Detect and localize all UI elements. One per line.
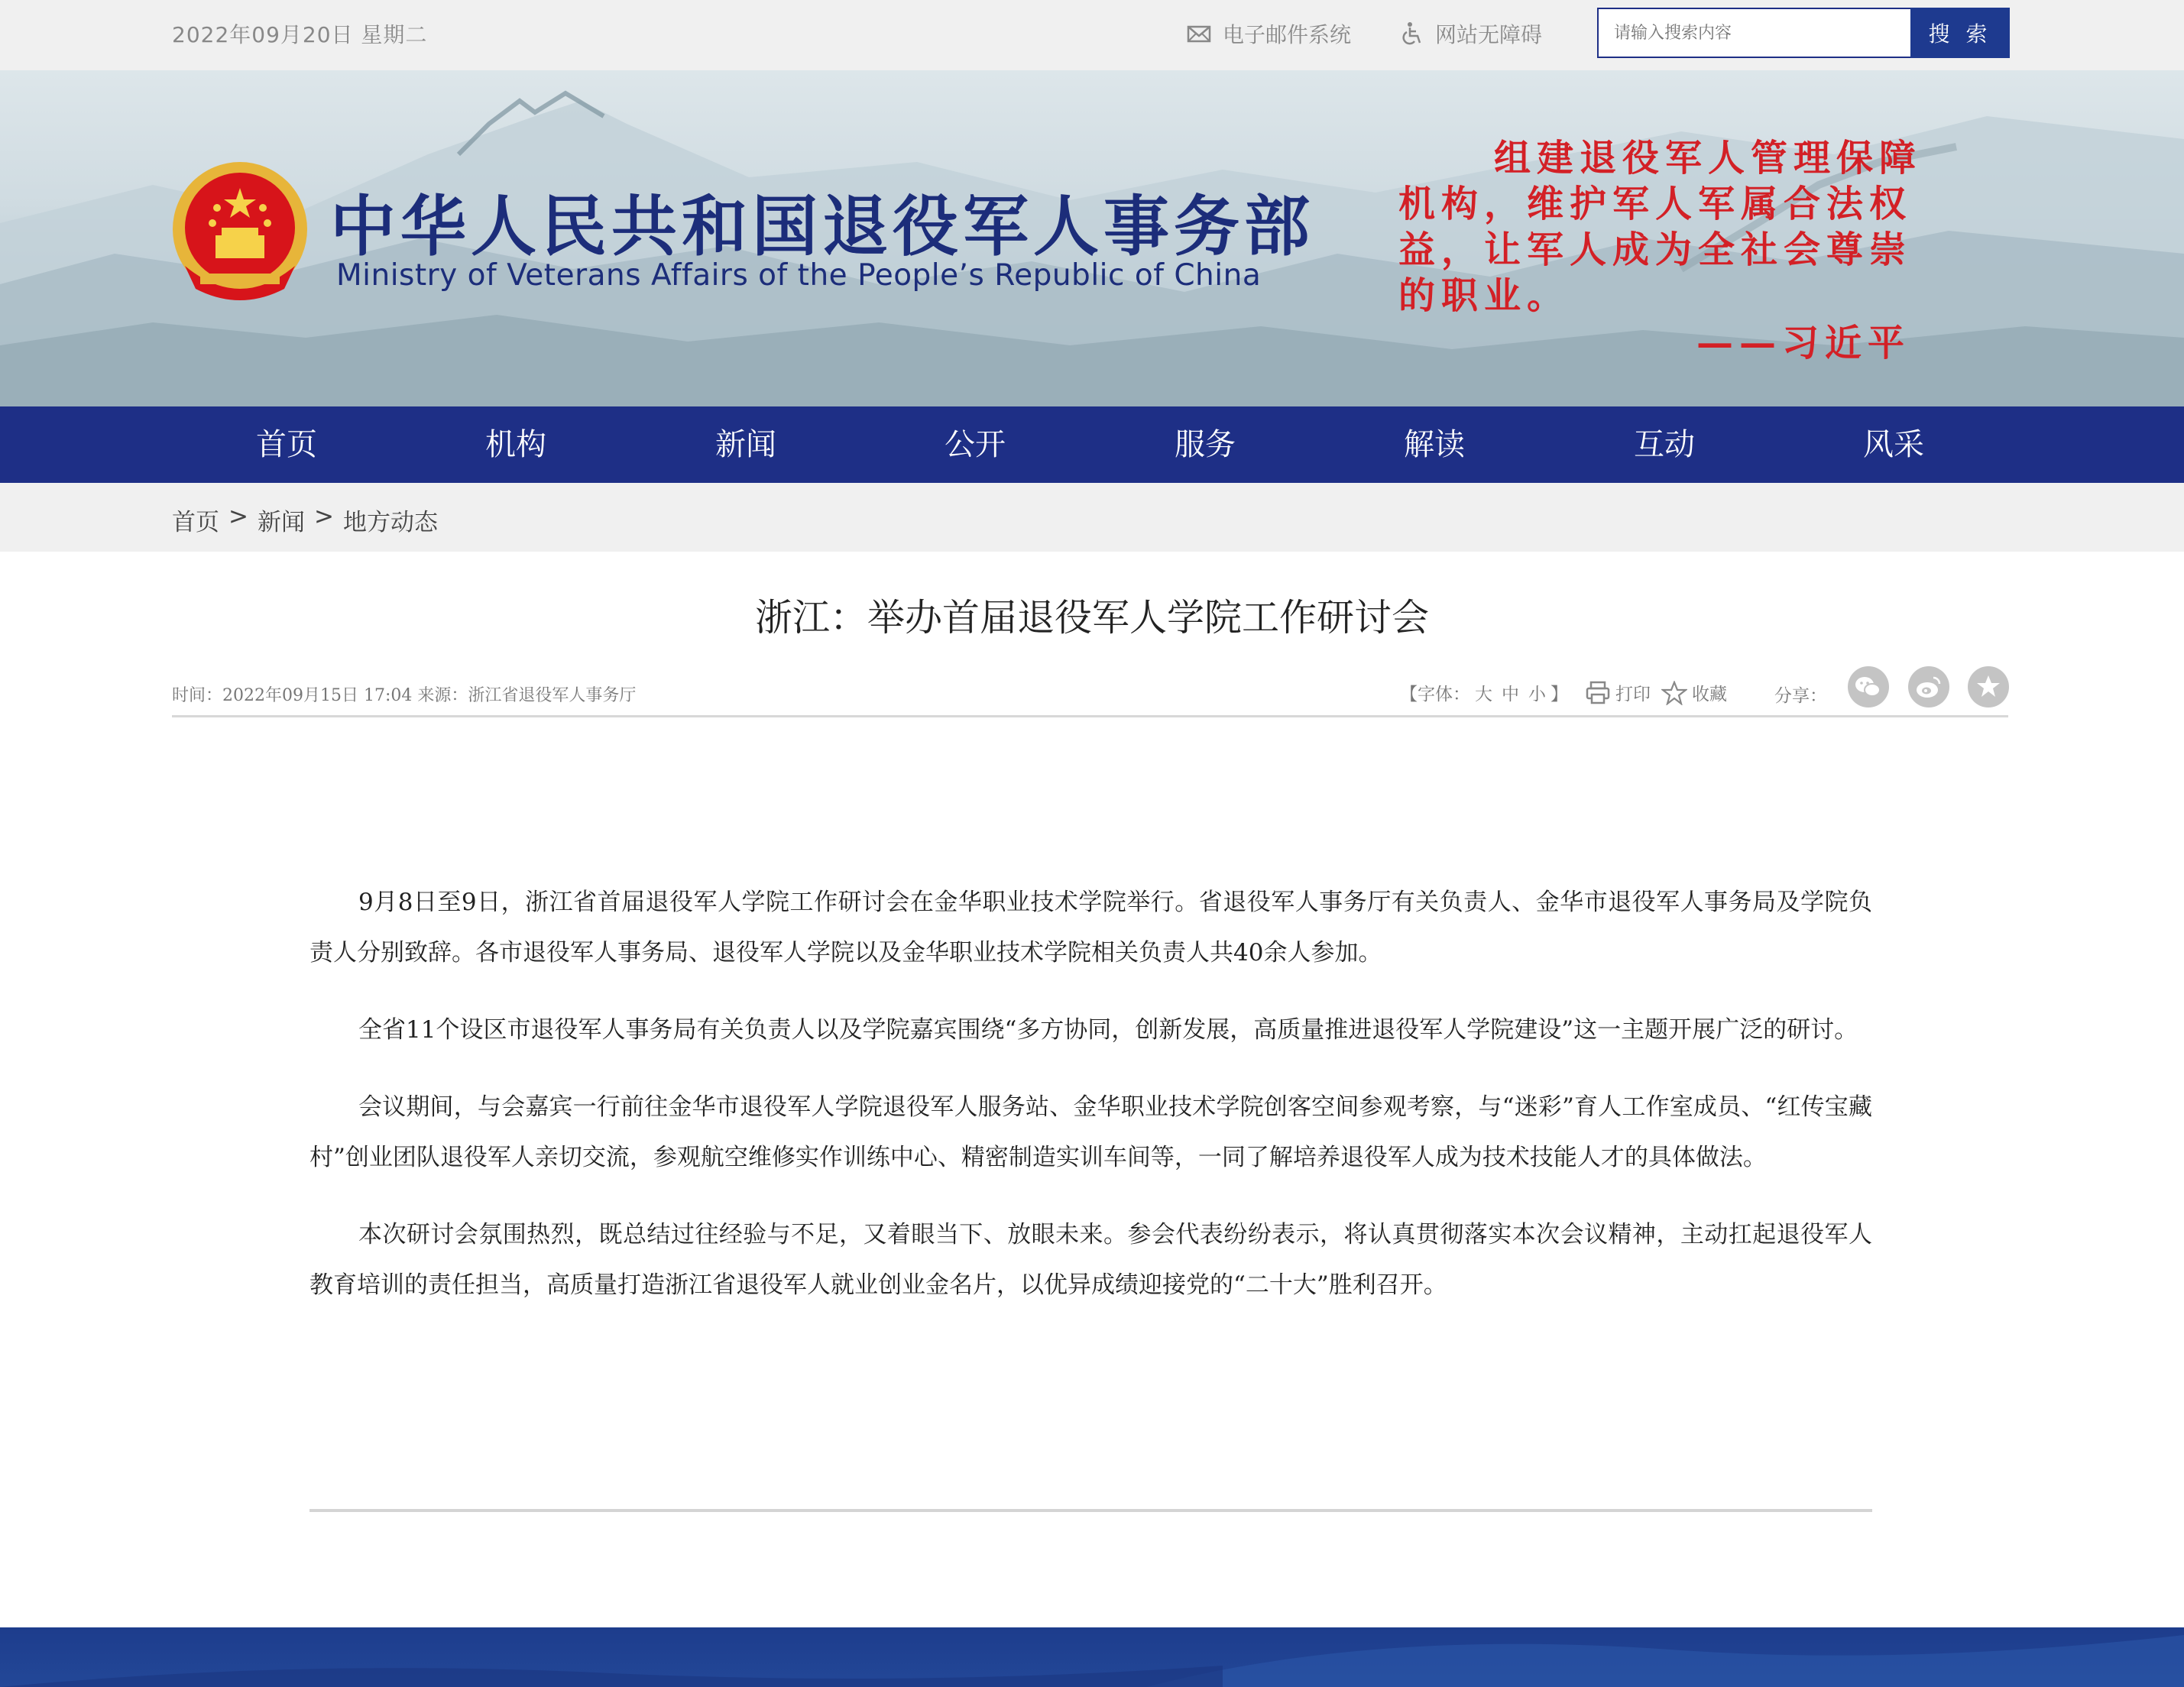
main-nav — [0, 406, 2184, 483]
wheelchair-icon — [1398, 21, 1424, 47]
article-paragraph: 9月8日至9日，浙江省首届退役军人学院工作研讨会在金华职业技术学院举行。省退役军人事务厅有关负责人、金华市退役军人事务局及学院负责人分别致辞。各市退役军人事务局、退役军人学院以及金华职业技术学院相关负责人共40余人参加。 — [309, 889, 1872, 967]
site-title-en: Ministry of Veterans Affairs of the People’s Republic of China — [336, 258, 1262, 293]
article-paragraph: 会议期间，与会嘉宾一行前往金华市退役军人学院退役军人服务站、金华职业技术学院创客空间参观考察，与“迷彩”育人工作室成员、“红传宝藏村”创业团队退役军人亲切交流，参观航空维修实作训练中心、精密制造实训车间等，一同了解培养退役军人成为技术技能人才的具体做法。 — [309, 1093, 1872, 1171]
current-date: 2022年09月20日 星期二 — [172, 22, 428, 47]
footer — [0, 1627, 2184, 1687]
nav-item-organization[interactable]: 机构 — [485, 427, 546, 462]
nav-item-interaction[interactable]: 互动 — [1634, 427, 1695, 462]
nav-item-interpretation[interactable]: 解读 — [1404, 427, 1465, 462]
search-button[interactable]: 搜 索 — [1910, 8, 2010, 58]
breadcrumb-news[interactable]: 新闻 — [257, 509, 305, 536]
print-label: 打印 — [1615, 685, 1651, 704]
article-meta: 时间：2022年09月15日 17:04 来源：浙江省退役军人事务厅 — [172, 686, 637, 705]
national-emblem-icon — [170, 159, 311, 304]
nav-item-news[interactable]: 新闻 — [715, 427, 776, 462]
article-paragraph: 全省11个设区市退役军人事务局有关负责人以及学院嘉宾围绕“多方协同，创新发展，高质量推进退役军人学院建设”这一主题开展广泛的研讨。 — [358, 1016, 1858, 1044]
header-banner — [0, 70, 2184, 406]
article-tools — [1400, 680, 1727, 705]
quote-line: 的职业。 — [1398, 274, 1570, 317]
search-input[interactable] — [1597, 8, 1910, 58]
nav-item-public[interactable]: 公开 — [945, 427, 1006, 462]
font-size-end: 】 — [1551, 685, 1568, 704]
article-paragraph: 本次研讨会氛围热烈，既总结过往经验与不足，又着眼当下、放眼未来。参会代表纷纷表示，将认真贯彻落实本次会议精神，主动扛起退役军人教育培训的责任担当，高质量打造浙江省退役军人就业创业金名片，以优异成绩迎接党的“二十大”胜利召开。 — [309, 1221, 1872, 1299]
search-form — [1597, 8, 2010, 58]
font-small-option[interactable]: 小 — [1528, 685, 1546, 704]
email-system-label: 电子邮件系统 — [1223, 22, 1352, 47]
breadcrumb — [172, 503, 438, 537]
wechat-icon — [1848, 666, 1889, 708]
nav-item-service[interactable]: 服务 — [1175, 427, 1236, 462]
print-button[interactable] — [1585, 680, 1651, 705]
accessibility-label: 网站无障碍 — [1435, 22, 1543, 47]
font-large-option[interactable]: 大 — [1475, 685, 1492, 704]
leader-quote — [1398, 135, 1933, 319]
quote-line: 组建退役军人管理保障 — [1494, 137, 1923, 180]
quote-line: 机构，维护军人军属合法权 — [1398, 183, 1913, 225]
favorite-label: 收藏 — [1692, 685, 1727, 704]
star-icon — [1968, 666, 2009, 708]
article-body — [309, 877, 1872, 1337]
favorite-share-button[interactable] — [1968, 666, 2009, 708]
header-divider — [172, 715, 2008, 717]
nav-item-showcase[interactable]: 风采 — [1863, 427, 1924, 462]
nav-item-home[interactable]: 首页 — [256, 427, 317, 462]
weibo-share-button[interactable] — [1908, 666, 1949, 708]
site-title-cn: 中华人民共和国退役军人事务部 — [330, 188, 1314, 265]
email-system-link[interactable] — [1186, 18, 1351, 49]
article-end-divider — [309, 1509, 1872, 1512]
font-size-label: 【字体： — [1400, 685, 1470, 704]
share-label: 分享： — [1774, 686, 1827, 706]
breadcrumb-home[interactable]: 首页 — [172, 509, 219, 536]
breadcrumb-local-news[interactable]: 地方动态 — [342, 509, 438, 536]
wechat-share-button[interactable] — [1848, 666, 1889, 708]
top-bar — [0, 0, 2184, 70]
font-medium-option[interactable]: 中 — [1502, 685, 1519, 704]
printer-icon — [1585, 681, 1611, 705]
breadcrumb-bar — [0, 483, 2184, 552]
footer-wave-decoration — [0, 1627, 2184, 1687]
weibo-icon — [1908, 666, 1949, 708]
quote-author: ——习近平 — [1696, 322, 1911, 364]
article-title: 浙江：举办首届退役军人学院工作研讨会 — [754, 596, 1429, 640]
mail-icon — [1186, 21, 1212, 47]
breadcrumb-separator: > — [313, 503, 334, 530]
accessibility-link[interactable] — [1398, 18, 1542, 49]
favorite-button[interactable] — [1661, 680, 1727, 705]
breadcrumb-separator: > — [228, 503, 248, 530]
star-outline-icon — [1661, 681, 1687, 705]
quote-line: 益，让军人成为全社会尊崇 — [1398, 228, 1913, 271]
